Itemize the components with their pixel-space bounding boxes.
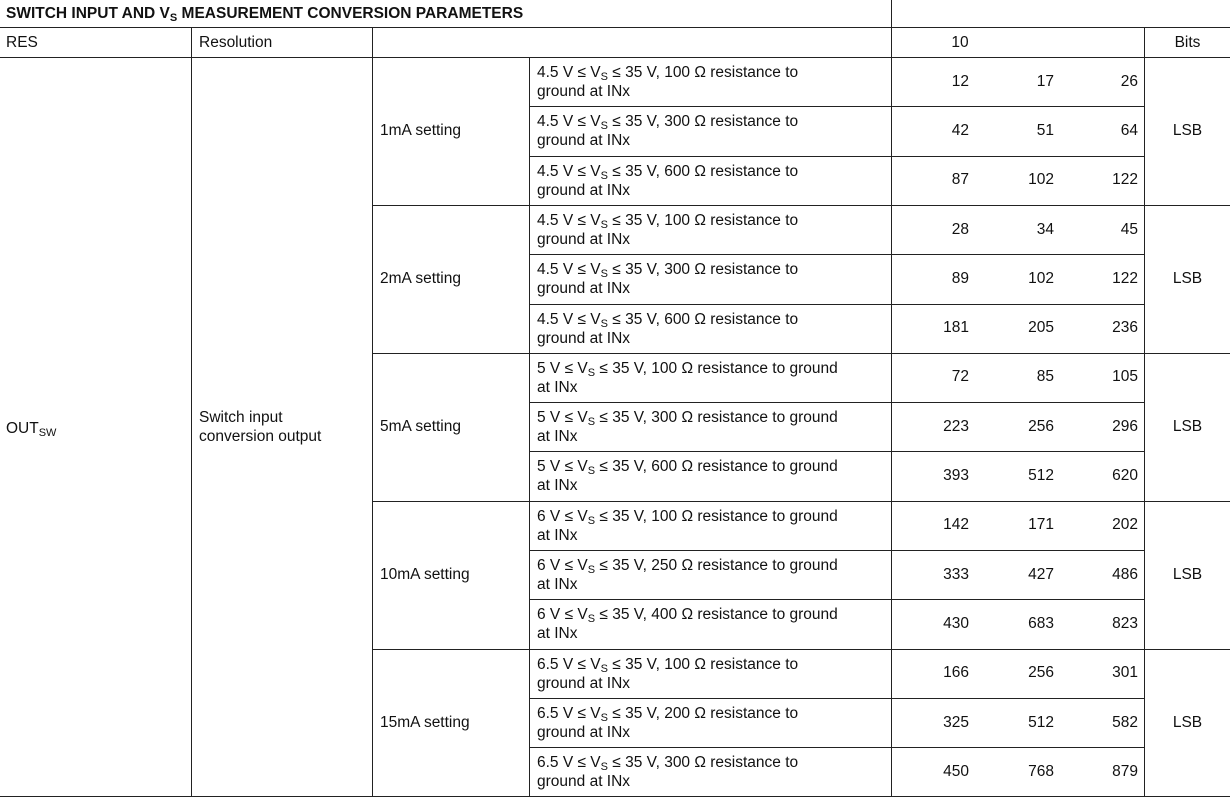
row-rule xyxy=(529,402,1144,403)
table-title: SWITCH INPUT AND $V_S$ MEASUREMENT CONVERSION PARAMETERS xyxy=(6,5,524,24)
min-value: 142 xyxy=(943,516,969,533)
condition-text: 5 $V \le V_S \le 35$ V, 300 Ω resistance to ground at INx xyxy=(537,409,838,445)
row-rule xyxy=(529,451,1144,452)
min-value: 28 xyxy=(951,221,969,238)
min-value: 42 xyxy=(951,122,969,139)
unit-label: LSB xyxy=(1172,122,1203,139)
min-value: 166 xyxy=(943,664,969,681)
condition-text: 6 $V \le V_S \le 35$ V, 400 Ω resistance to ground at INx xyxy=(537,606,838,642)
max-value: 122 xyxy=(1112,171,1138,188)
row-rule xyxy=(529,747,1144,748)
res-unit: Bits xyxy=(1174,34,1201,51)
condition-text: 4.5 $V \le V_S \le 35$ V, 600 Ω resistance to ground at INx xyxy=(537,163,799,199)
typ-value: 427 xyxy=(1028,566,1054,583)
condition-column-rule xyxy=(529,353,530,501)
typ-value: 205 xyxy=(1028,319,1054,336)
max-value: 236 xyxy=(1112,319,1138,336)
min-value: 325 xyxy=(943,714,969,731)
unit-label: LSB xyxy=(1172,714,1203,731)
typ-value: 51 xyxy=(1036,122,1054,139)
condition-text: 6.5 $V \le V_S \le 35$ V, 200 Ω resistance to ground at INx xyxy=(537,705,799,741)
condition-text: 5 $V \le V_S \le 35$ V, 600 Ω resistance to ground at INx xyxy=(537,458,838,494)
unit-label: LSB xyxy=(1172,418,1203,435)
max-value: 296 xyxy=(1112,418,1138,435)
unit-column-rule-header xyxy=(1144,27,1145,57)
setting-label: 15mA setting xyxy=(380,714,470,731)
group-rule xyxy=(372,649,1230,650)
max-value: 879 xyxy=(1112,763,1138,780)
max-value: 45 xyxy=(1120,221,1138,238)
res-typ-value: 10 xyxy=(951,34,969,51)
max-value: 823 xyxy=(1112,615,1138,632)
setting-label: 2mA setting xyxy=(380,270,461,287)
max-value: 202 xyxy=(1112,516,1138,533)
res-description: Resolution xyxy=(199,34,273,51)
condition-text: 6.5 $V \le V_S \le 35$ V, 300 Ω resistance to ground at INx xyxy=(537,754,799,790)
row-rule xyxy=(529,599,1144,600)
setting-column-rule xyxy=(372,27,373,796)
typ-value: 768 xyxy=(1028,763,1054,780)
condition-text: 4.5 $V \le V_S \le 35$ V, 300 Ω resistance to ground at INx xyxy=(537,113,799,149)
min-value: 393 xyxy=(943,467,969,484)
min-value: 181 xyxy=(943,319,969,336)
group-rule xyxy=(372,501,1230,502)
condition-column-rule xyxy=(529,501,530,649)
row-rule xyxy=(529,106,1144,107)
header-rule xyxy=(0,27,1230,28)
condition-text: 4.5 $V \le V_S \le 35$ V, 600 Ω resistance to ground at INx xyxy=(537,311,799,347)
setting-label: 1mA setting xyxy=(380,122,461,139)
typ-value: 17 xyxy=(1036,73,1054,90)
min-value: 430 xyxy=(943,615,969,632)
condition-text: 4.5 $V \le V_S \le 35$ V, 100 Ω resistance to ground at INx xyxy=(537,64,799,100)
condition-text: 6 $V \le V_S \le 35$ V, 100 Ω resistance to ground at INx xyxy=(537,508,838,544)
condition-column-rule xyxy=(529,205,530,353)
condition-column-rule xyxy=(529,57,530,205)
max-value: 582 xyxy=(1112,714,1138,731)
resolution-rule xyxy=(0,57,1230,58)
condition-text: 4.5 $V \le V_S \le 35$ V, 100 Ω resistance to ground at INx xyxy=(537,212,799,248)
out-param: $OUT_{SW}$ xyxy=(6,420,57,439)
row-rule xyxy=(529,304,1144,305)
typ-value: 171 xyxy=(1028,516,1054,533)
max-value: 105 xyxy=(1112,368,1138,385)
row-rule xyxy=(529,254,1144,255)
min-value: 223 xyxy=(943,418,969,435)
typ-value: 102 xyxy=(1028,171,1054,188)
desc-column-rule xyxy=(191,27,192,796)
row-rule xyxy=(529,550,1144,551)
setting-label: 5mA setting xyxy=(380,418,461,435)
condition-column-rule xyxy=(529,649,530,797)
min-value: 333 xyxy=(943,566,969,583)
typ-value: 683 xyxy=(1028,615,1054,632)
typ-value: 512 xyxy=(1028,467,1054,484)
condition-text: 4.5 $V \le V_S \le 35$ V, 300 Ω resistance to ground at INx xyxy=(537,261,799,297)
max-value: 486 xyxy=(1112,566,1138,583)
max-value: 26 xyxy=(1120,73,1138,90)
min-value: 450 xyxy=(943,763,969,780)
min-value: 87 xyxy=(951,171,969,188)
out-description: Switch input conversion output xyxy=(199,409,322,445)
condition-text: 6.5 $V \le V_S \le 35$ V, 100 Ω resistance to ground at INx xyxy=(537,656,799,692)
max-value: 122 xyxy=(1112,270,1138,287)
typ-value: 34 xyxy=(1036,221,1054,238)
typ-value: 102 xyxy=(1028,270,1054,287)
condition-text: 6 $V \le V_S \le 35$ V, 250 Ω resistance to ground at INx xyxy=(537,557,838,593)
setting-label: 10mA setting xyxy=(380,566,470,583)
max-value: 64 xyxy=(1120,122,1138,139)
unit-label: LSB xyxy=(1172,270,1203,287)
res-param: RES xyxy=(6,34,38,51)
typ-value: 256 xyxy=(1028,664,1054,681)
row-rule xyxy=(529,156,1144,157)
min-value: 89 xyxy=(951,270,969,287)
typ-value: 256 xyxy=(1028,418,1054,435)
row-rule xyxy=(529,698,1144,699)
unit-label: LSB xyxy=(1172,566,1203,583)
condition-text: 5 $V \le V_S \le 35$ V, 100 Ω resistance to ground at INx xyxy=(537,360,838,396)
min-value: 12 xyxy=(951,73,969,90)
group-rule xyxy=(372,205,1230,206)
max-value: 620 xyxy=(1112,467,1138,484)
min-value: 72 xyxy=(951,368,969,385)
group-rule xyxy=(372,353,1230,354)
typ-value: 512 xyxy=(1028,714,1054,731)
typ-value: 85 xyxy=(1036,368,1054,385)
max-value: 301 xyxy=(1112,664,1138,681)
